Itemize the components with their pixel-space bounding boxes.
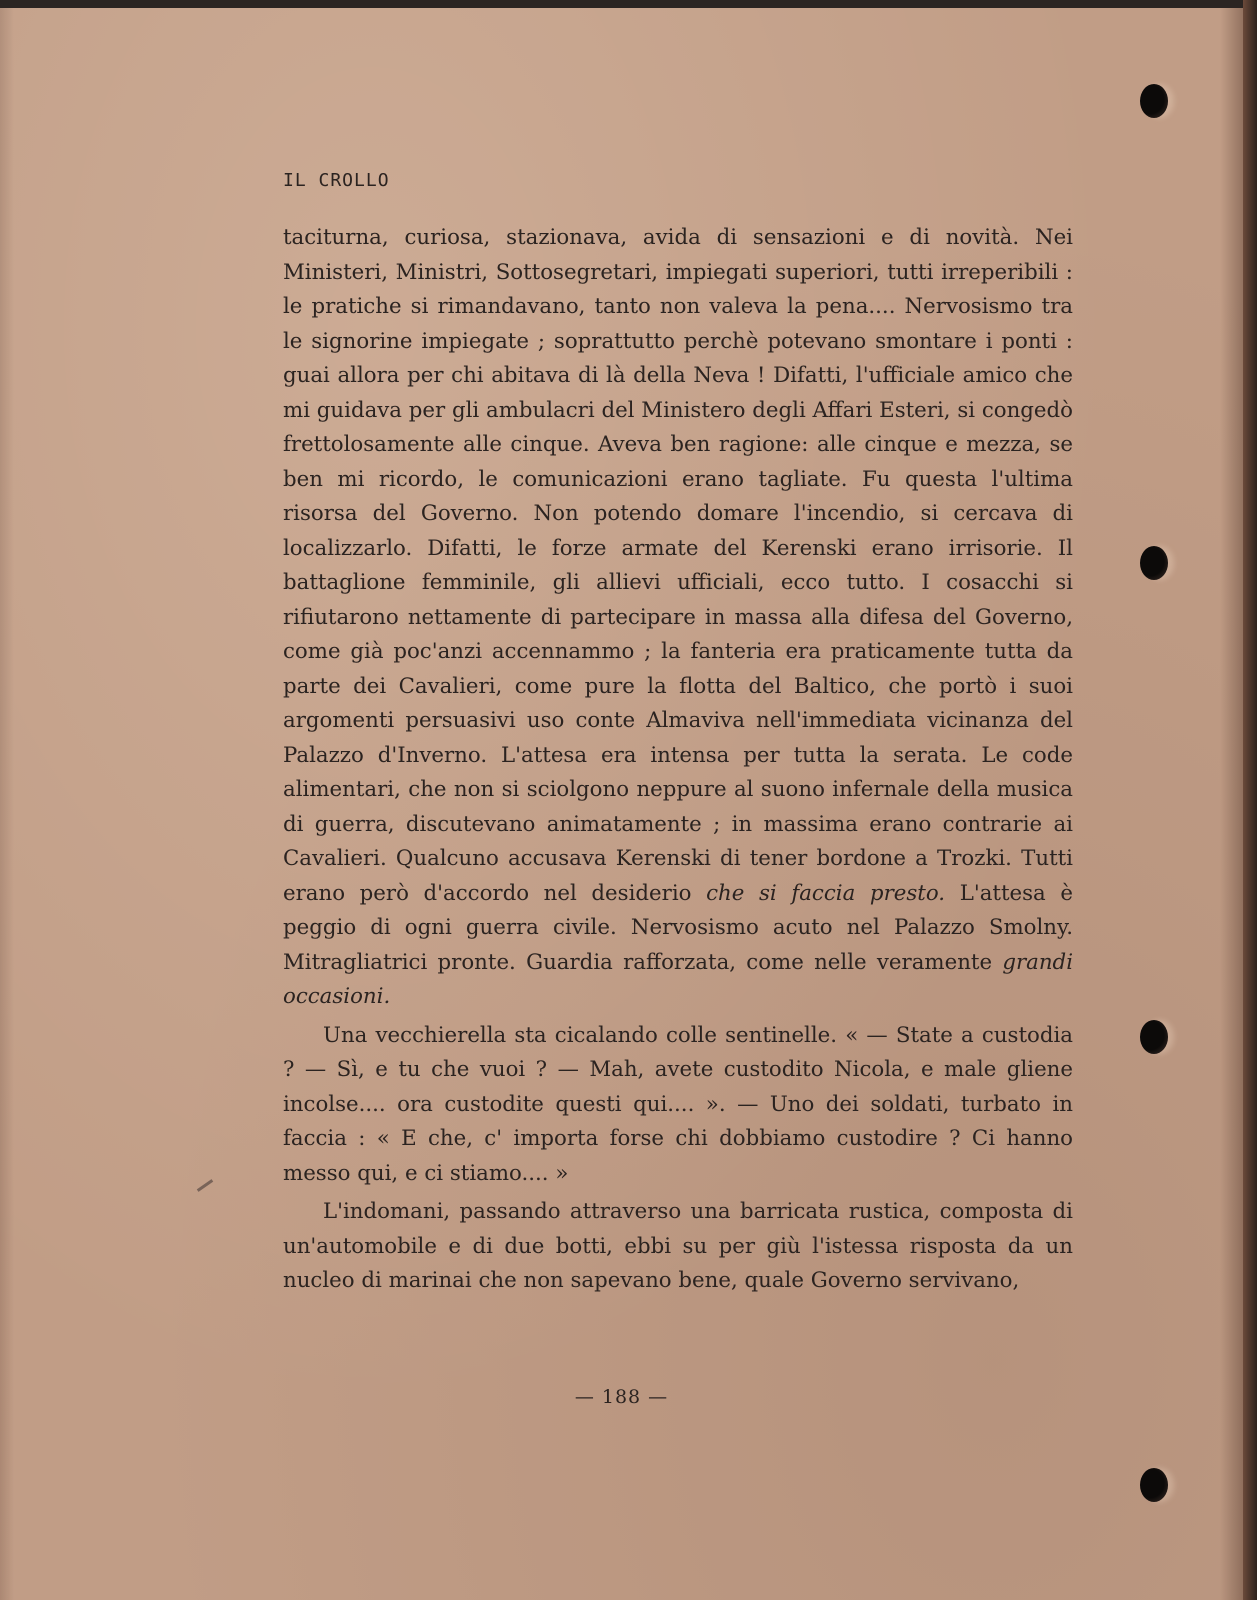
paragraph-1-continuation: L'attesa è peggio di ogni guerra civile. Nervosismo acuto nel Palazzo Smolny. Mitragliatrici pronte. Guardia rafforzata, come nelle veramente (283, 880, 1073, 975)
paragraph-1-text: taciturna, curiosa, stazionava, avida di sensazioni e di novità. Nei Ministeri, Ministri, Sottosegretari, impiegati superiori, tutti irreperibili : le pratiche si rimandavano, tanto non valeva la pena.... Nervosismo tra le signorine impiegate ; soprattutto perchè potevano smontare i ponti : guai allora per chi abitava di là della Neva ! Difatti, l'ufficiale amico che mi guidava per gli ambulacri del Ministero degli Affari Esteri, si congedò frettolosamente alle cinque. Aveva ben ragione: alle cinque e mezza, se ben mi ricordo, le comunicazioni erano tagliate. Fu questa l'ultima risorsa del Governo. Non potendo domare l'incendio, si cercava di localizzarlo. Difatti, le forze armate del Kerenski erano irrisorie. Il battaglione femminile, gli allievi ufficiali, ecco tutto. I cosacchi si rifiutarono nettamente di partecipare in massa alla difesa del Governo, come già poc'anzi accennammo ; la fanteria era praticamente tutta da parte dei Cavalieri, come pure la flotta del Baltico, che portò i suoi argomenti persuasivi uso conte Almaviva nell'immediata vicinanza del Palazzo d'Inverno. L'attesa era intensa per tutta la serata. Le code alimentari, che non si sciolgono neppure al suono infernale della musica di guerra, discutevano animatamente ; in massima erano contrarie ai Cavalieri. Qualcuno accusava Kerenski di tener bordone a Trozki. Tutti erano però d'accordo nel desiderio (283, 225, 1073, 906)
page-number: — 188 — (574, 1386, 669, 1408)
scan-top-edge (0, 0, 1257, 8)
punch-hole-3 (1140, 1020, 1168, 1054)
scan-right-edge (1243, 0, 1257, 1600)
book-page (0, 8, 1243, 1600)
punch-hole-4 (1140, 1468, 1168, 1502)
punch-hole-1 (1140, 84, 1168, 118)
paragraph-2: Una vecchierella sta cicalando colle sentinelle. « — State a custodia ? — Sì, e tu che vuoi ? — Mah, avete custodito Nicola, e male gliene incolse.... ora custodite questi qui.... ». — Uno dei soldati, turbato in faccia : « E che, c' importa forse chi dobbiamo custodire ? Ci hanno messo qui, e ci stiamo.... » (283, 1022, 1073, 1186)
body-text (283, 221, 1073, 1299)
pencil-mark (197, 1179, 213, 1192)
punch-hole-2 (1140, 546, 1168, 580)
paragraph-1 (283, 221, 1073, 1015)
paragraph-3: L'indomani, passando attraverso una barricata rustica, composta di un'automobile e di due botti, ebbi su per giù l'istessa risposta da un nucleo di marinai che non sapevano bene, quale Governo servivano, (283, 1199, 1073, 1293)
running-head: IL CROLLO (283, 170, 390, 191)
italic-phrase-1: che si faccia presto. (706, 880, 946, 906)
italic-phrase-2: grandi occasioni. (283, 949, 1073, 1009)
